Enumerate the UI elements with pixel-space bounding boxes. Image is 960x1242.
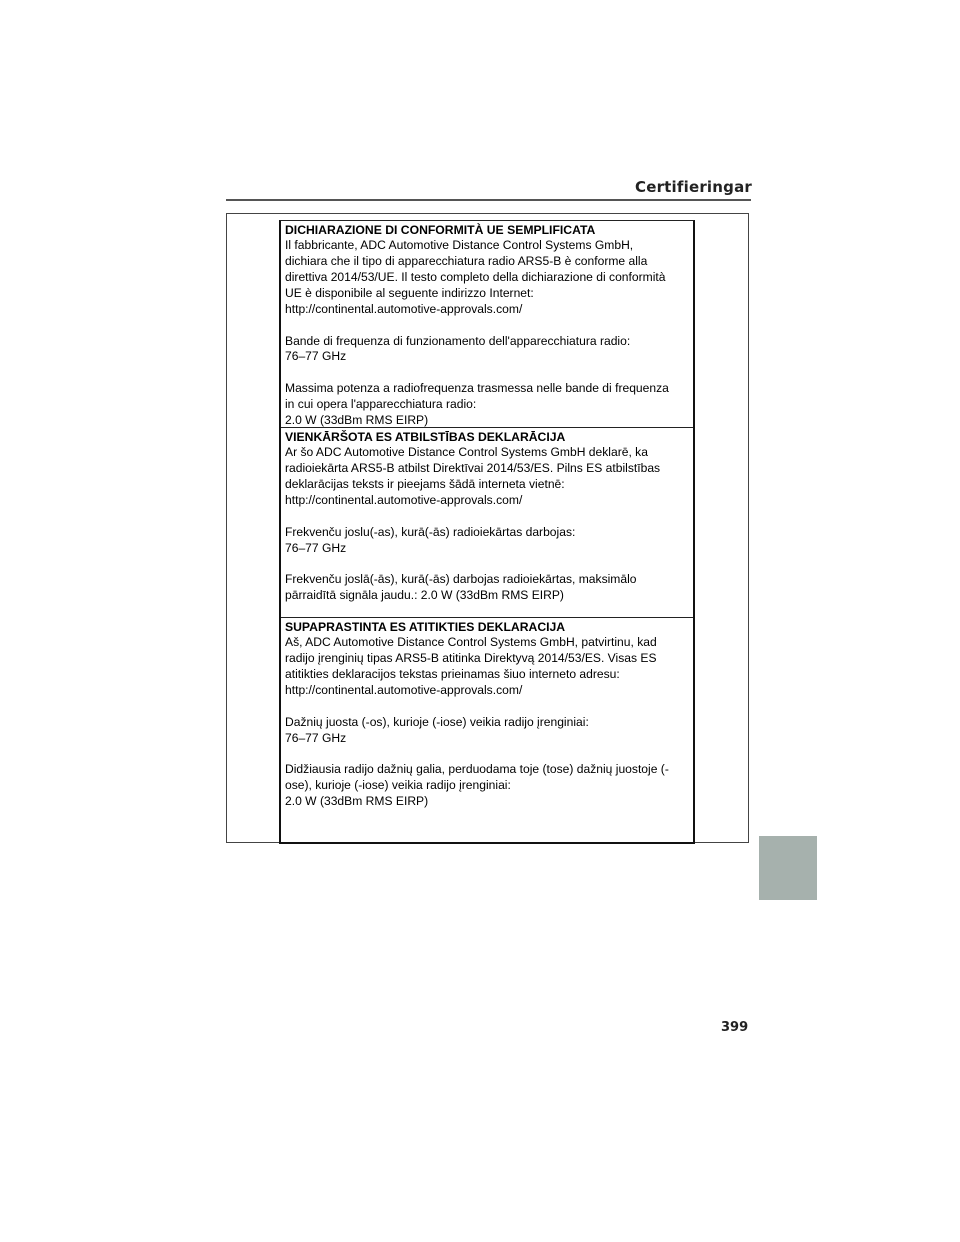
section-paragraph: Didžiausia radijo dažnių galia, perduodama toje (tose) dažnių juostoje (- ose), kurioje (-iose) veikia radijo įrenginiai: 2.0 W (33dBm RMS EIRP) — [285, 762, 669, 809]
scan-bottom-rule — [281, 842, 693, 844]
section-paragraph: Ar šo ADC Automotive Distance Control Systems GmbH deklarē, ka radioiekārta ARS5-B atbilst Direktīvai 2014/53/ES. Pilns ES atbilstības deklarācijas teksts ir pieejams šādā interneta vietnē: http://continental.automotive-approvals.com/ — [285, 445, 661, 507]
section-paragraph: Bande di frequenza di funzionamento dell'apparecchiatura radio: 76–77 GHz — [285, 333, 631, 364]
page-number: 399 — [721, 1020, 749, 1035]
section-paragraph: Il fabbricante, ADC Automotive Distance Control Systems GmbH, dichiara che il tipo di apparecchiatura radio ARS5-B è conforme alla direttiva 2014/53/UE. Il testo completo della dichiarazione di conformità UE è disponibile al seguente indirizzo Internet: http://continental.automotive-approvals.com/ — [285, 238, 666, 316]
declaration-italian — [281, 221, 693, 429]
section-paragraph: Aš, ADC Automotive Distance Control Systems GmbH, patvirtinu, kad radijo įrenginių tipas ARS5-B atitinka Direktyvą 2014/53/ES. Visas ES atitikties deklaracijos tekstas prieinamas šiuo interneto adresu: http://continental.automotive-approvals.com/ — [285, 635, 657, 697]
page-header-title: Certifieringar — [634, 178, 752, 196]
section-paragraph: Frekvenču joslu(-as), kurā(-ās) radioiekārtas darbojas: 76–77 GHz — [285, 524, 576, 555]
chapter-side-tab — [759, 836, 817, 900]
declaration-scan — [279, 220, 695, 844]
section-paragraph: Massima potenza a radiofrequenza trasmessa nelle bande di frequenza in cui opera l'apparecchiatura radio: 2.0 W (33dBm RMS EIRP) — [285, 381, 669, 428]
header-rule — [226, 199, 751, 201]
declaration-lithuanian — [281, 618, 693, 810]
section-paragraph: Frekvenču joslā(-ās), kurā(-ās) darbojas radioiekārtas, maksimālo pārraidītā signāla jaudu.: 2.0 W (33dBm RMS EIRP) — [285, 572, 637, 603]
section-title: VIENKĀRŠOTA ES ATBILSTĪBAS DEKLARĀCIJA — [285, 430, 566, 444]
section-title: DICHIARAZIONE DI CONFORMITÀ UE SEMPLIFICATA — [285, 223, 596, 237]
declaration-latvian — [281, 428, 693, 604]
section-paragraph: Dažnių juosta (-os), kurioje (-iose) veikia radijo įrenginiai: 76–77 GHz — [285, 714, 589, 745]
section-title: SUPAPRASTINTA ES ATITIKTIES DEKLARACIJA — [285, 620, 566, 634]
